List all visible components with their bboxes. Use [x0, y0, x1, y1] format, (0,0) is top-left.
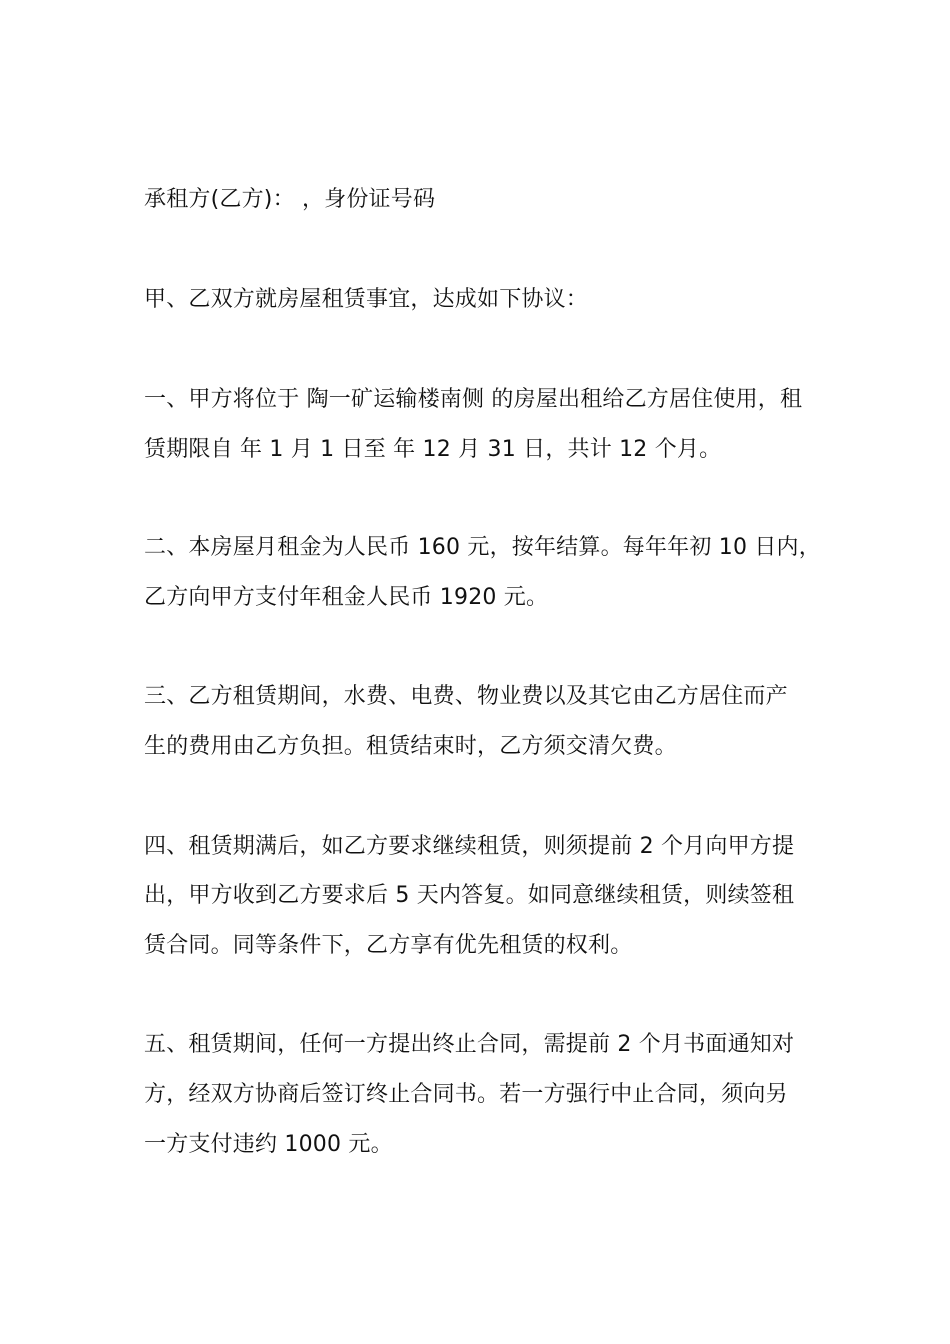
clause-2-line-2: 乙方向甲方支付年租金人民币 1920 元。: [144, 585, 549, 610]
clause-5-line-3: 一方支付违约 1000 元。: [144, 1132, 393, 1157]
clause-4-line-2: 出，甲方收到乙方要求后 5 天内答复。如同意继续租赁，则续签租: [144, 883, 795, 908]
clause-3-line-1: 三、乙方租赁期间，水费、电费、物业费以及其它由乙方居住而产: [144, 684, 788, 709]
clause-4-line-3: 赁合同。同等条件下，乙方享有优先租赁的权利。: [144, 933, 633, 958]
agreement-intro-line: 甲、乙双方就房屋租赁事宜，达成如下协议：: [144, 287, 589, 312]
clause-4-line-1: 四、租赁期满后，如乙方要求继续租赁，则须提前 2 个月向甲方提: [144, 834, 795, 859]
clause-5-line-1: 五、租赁期间，任何一方提出终止合同，需提前 2 个月书面通知对: [144, 1032, 795, 1057]
clause-1-line-1: 一、甲方将位于 陶一矿运输楼南侧 的房屋出租给乙方居住使用，租: [144, 387, 803, 412]
clause-3-line-2: 生的费用由乙方负担。租赁结束时，乙方须交清欠费。: [144, 734, 677, 759]
tenant-id-line: 承租方(乙方)： ，身份证号码: [144, 187, 436, 212]
clause-2-line-1: 二、本房屋月租金为人民币 160 元，按年结算。每年年初 10 日内，: [144, 535, 821, 560]
clause-1-line-2: 赁期限自 年 1 月 1 日至 年 12 月 31 日，共计 12 个月。: [144, 437, 722, 462]
clause-5-line-2: 方，经双方协商后签订终止合同书。若一方强行中止合同，须向另: [144, 1082, 788, 1107]
